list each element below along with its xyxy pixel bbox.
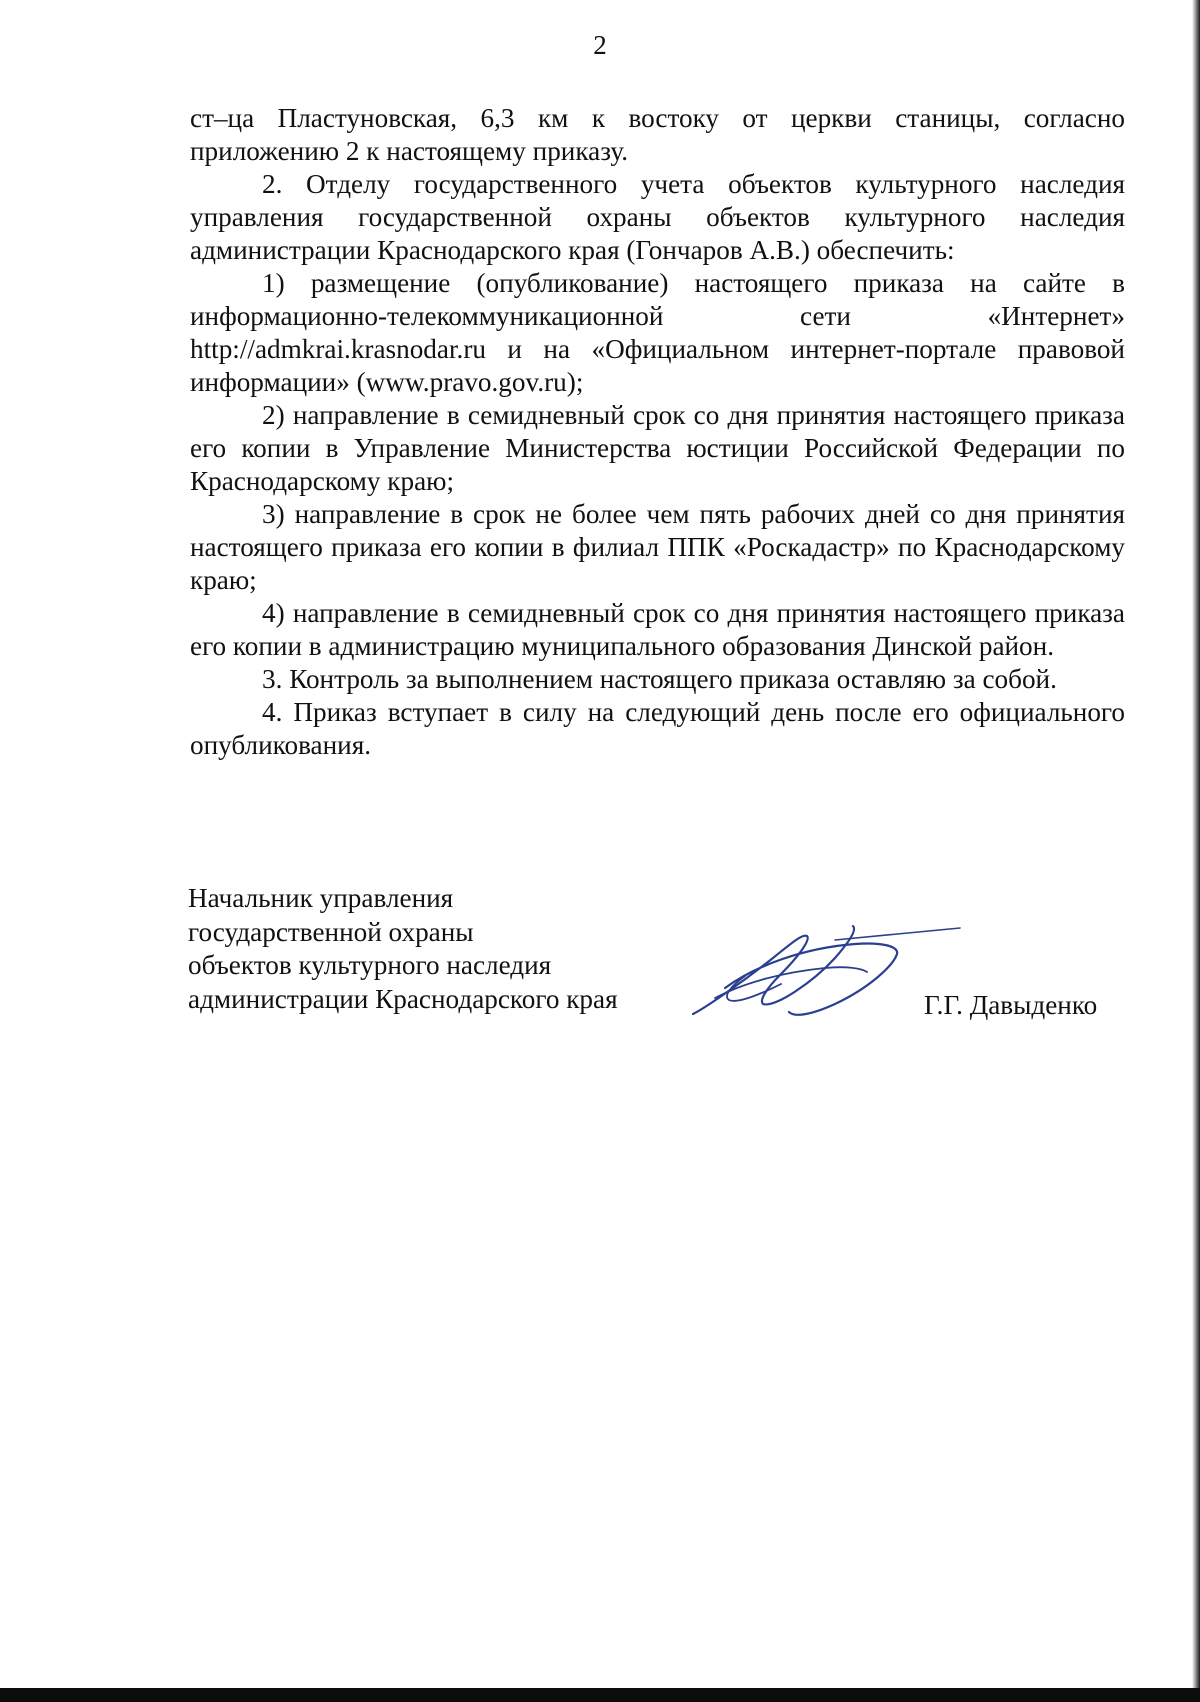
scan-edge-shadow (1192, 0, 1200, 1702)
paragraph-item-2: 2. Отделу государственного учета объектов культурного наследия управления государственной охраны объектов культурного наследия администрации Краснодарского края (Гончаров А.В.) обеспечить: (190, 169, 1125, 265)
paragraph-subitem-3: 3) направление в срок не более чем пять рабочих дней со дня принятия настоящего приказа его копии в филиал ППК «Роскадастр» по Краснодарскому краю; (190, 499, 1125, 595)
paragraph-subitem-4: 4) направление в семидневный срок со дня принятия настоящего приказа его копии в администрацию муниципального образования Динской район. (190, 598, 1125, 661)
document-body (190, 102, 1125, 762)
paragraph-continuation: ст–ца Пластуновская, 6,3 км к востоку от церкви станицы, согласно приложению 2 к настоящему приказу. (190, 103, 1125, 166)
handwritten-signature-icon (685, 896, 965, 1026)
paragraph-item-3: 3. Контроль за выполнением настоящего приказа оставляю за собой. (262, 664, 1057, 694)
signatory-title-line: объектов культурного наследия (188, 950, 552, 980)
signatory-title-line: администрации Краснодарского края (188, 983, 618, 1014)
signatory-title-line: Начальник управления (188, 883, 454, 913)
signatory-title-line: государственной охраны (188, 916, 474, 947)
paragraph-item-4: 4. Приказ вступает в силу на следующий день после его официального опубликования. (190, 697, 1125, 760)
signatory-title (188, 882, 618, 1016)
scan-edge-bottom (0, 1688, 1200, 1702)
paragraph-subitem-1: 1) размещение (опубликование) настоящего приказа на сайте в информационно-телекоммуникационной сети «Интернет» http://admkrai.krasnodar.ru и на «Официальном интернет-портале правовой информации» (www.pravo.gov.ru); (190, 268, 1125, 397)
page-number: 2 (593, 30, 607, 60)
paragraph-subitem-2: 2) направление в семидневный срок со дня принятия настоящего приказа его копии в Управление Министерства юстиции Российской Федерации по Краснодарскому краю; (190, 400, 1125, 496)
signatory-name: Г.Г. Давыденко (924, 990, 1098, 1020)
